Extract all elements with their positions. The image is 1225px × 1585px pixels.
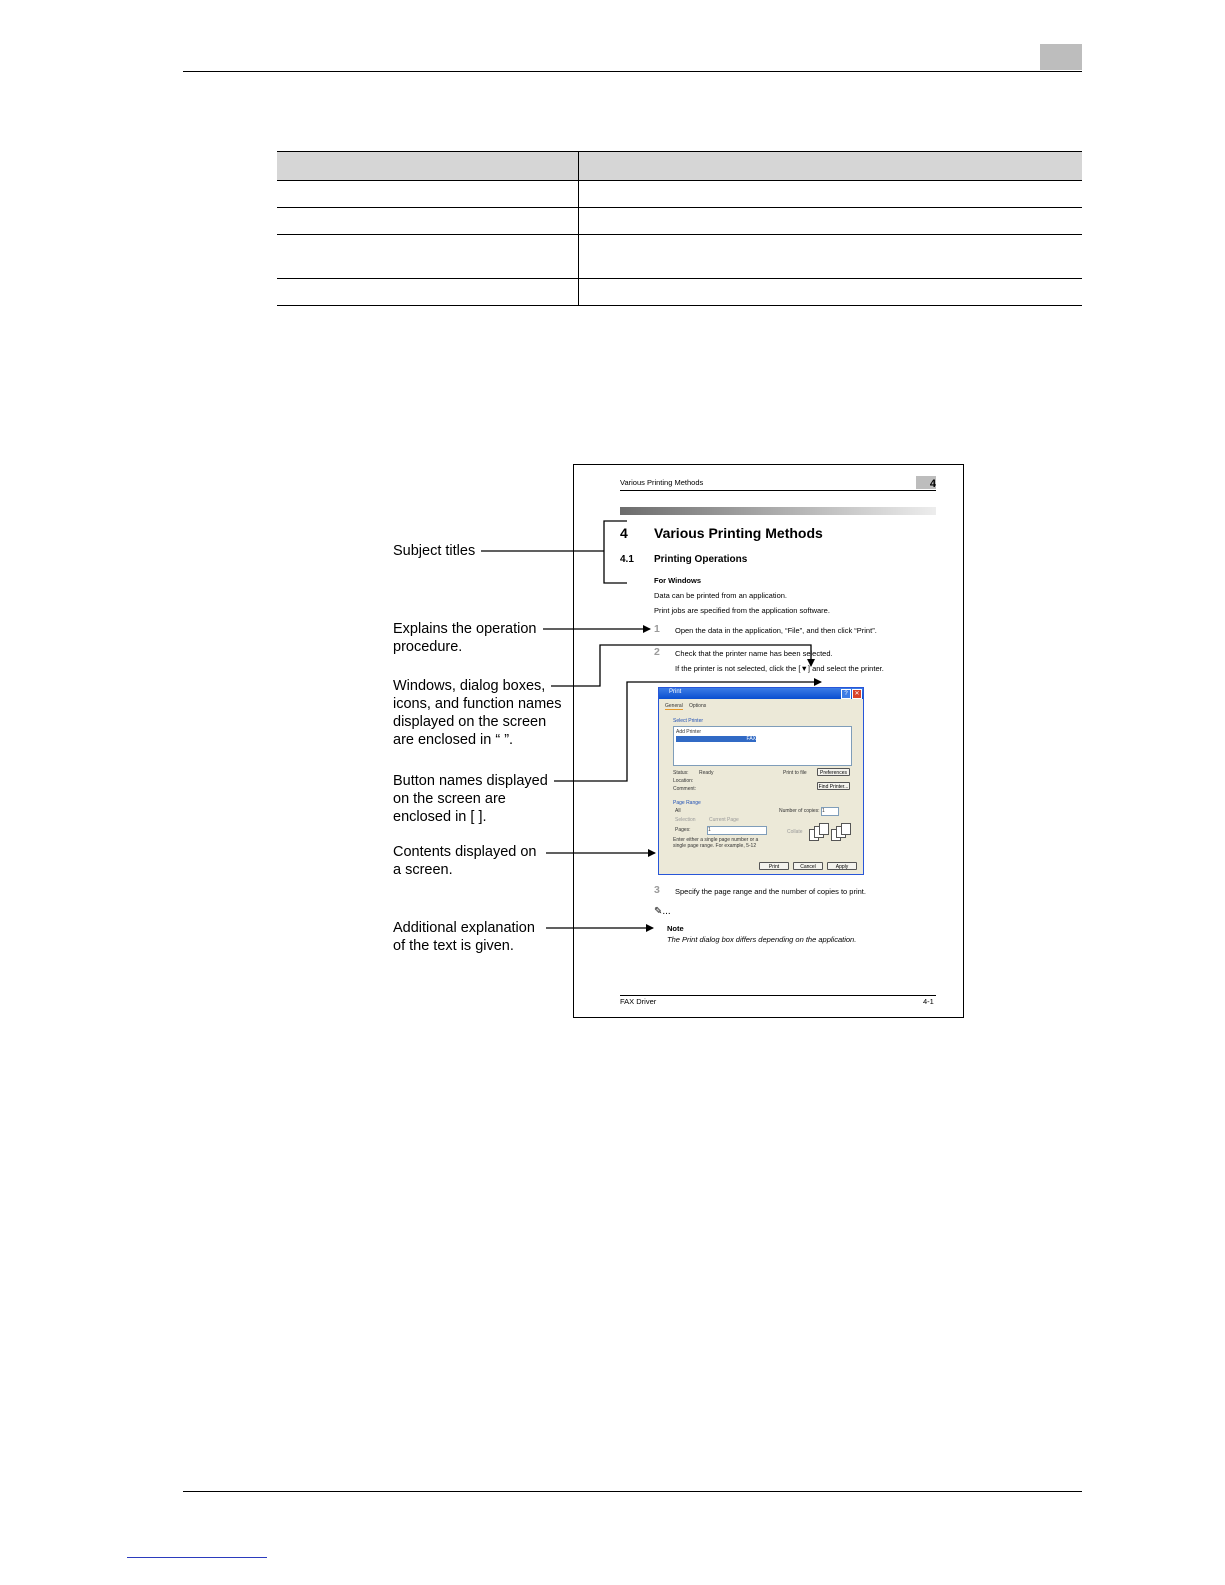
preferences-button: Preferences xyxy=(817,768,850,776)
callout-line: Contents displayed on xyxy=(393,844,537,860)
sample-step-text: If the printer is not selected, click the [▼] and select the printer. xyxy=(675,664,884,673)
location-label: Location: xyxy=(673,778,694,784)
copies-field: 1 xyxy=(821,807,839,816)
sample-gradient-bar xyxy=(620,507,936,515)
dialog-tab-options: Options xyxy=(689,703,707,709)
callout-line: displayed on the screen xyxy=(393,714,547,730)
sample-section-num: 4.1 xyxy=(620,554,634,565)
note-icon: ✎... xyxy=(654,906,671,917)
printer-item-selected: FAX xyxy=(676,736,756,742)
comment-label: Comment: xyxy=(673,786,697,792)
callout-line: a screen. xyxy=(393,862,453,878)
apply-button: Apply xyxy=(827,862,857,870)
collate-label: Collate xyxy=(787,829,803,835)
sample-step-text: Check that the printer name has been selected. xyxy=(675,649,833,658)
sample-section-title: Printing Operations xyxy=(654,554,748,565)
callout-line: Subject titles xyxy=(393,543,476,559)
range-hint: Enter either a single page number or a single page range. For example, 5-12 xyxy=(673,837,759,849)
callout-line: Windows, dialog boxes, xyxy=(393,678,546,694)
dialog-tab-general: General xyxy=(665,703,683,709)
dialog-title: Print xyxy=(669,689,682,695)
print-to-file: Print to file xyxy=(783,770,807,776)
range-all: All xyxy=(675,808,681,814)
sample-step-text: Specify the page range and the number of copies to print. xyxy=(675,887,866,896)
sample-intro-line: Print jobs are specified from the application software. xyxy=(654,606,830,615)
sample-print-dialog xyxy=(658,687,864,875)
sample-footer-left: FAX Driver xyxy=(620,997,657,1006)
sample-step-num: 3 xyxy=(654,884,660,896)
find-printer-button: Find Printer... xyxy=(818,784,849,790)
sample-chapter-num: 4 xyxy=(620,525,628,541)
select-printer-label: Select Printer xyxy=(673,718,704,724)
copies-label: Number of copies: xyxy=(779,808,820,814)
sample-footer-rule xyxy=(620,995,936,996)
page-range-label: Page Range xyxy=(673,800,701,806)
range-selection: Selection xyxy=(675,817,696,823)
callout-line: are enclosed in “ ”. xyxy=(393,732,514,748)
status-value: Ready xyxy=(699,770,714,776)
pages-field: 1 xyxy=(707,826,767,835)
range-current: Current Page xyxy=(709,817,739,823)
dialog-titlebar xyxy=(659,688,863,699)
printer-item: Add Printer xyxy=(676,729,702,735)
status-label: Status: xyxy=(673,770,689,776)
sample-chapter-tab: 4 xyxy=(916,476,936,489)
callout-line: procedure. xyxy=(393,639,463,655)
callout-line: of the text is given. xyxy=(393,938,514,954)
footer-rule xyxy=(183,1491,1082,1492)
sample-page xyxy=(573,464,964,1018)
range-pages: Pages: xyxy=(675,827,691,833)
printer-list xyxy=(673,726,852,766)
print-button: Print xyxy=(759,862,789,870)
sample-step-num: 1 xyxy=(654,623,660,635)
sample-step-num: 2 xyxy=(654,646,660,658)
sample-running-head: Various Printing Methods xyxy=(620,478,704,487)
sample-intro-line: Data can be printed from an application. xyxy=(654,591,787,600)
note-label: Note xyxy=(667,924,684,933)
collate-icon xyxy=(809,823,849,845)
callout-line: Button names displayed xyxy=(393,773,548,789)
callout-line: enclosed in [ ]. xyxy=(393,809,487,825)
link-underline xyxy=(127,1557,267,1558)
close-icon: ✕ xyxy=(852,689,862,699)
sample-sub-heading: For Windows xyxy=(654,576,702,585)
callout-line: icons, and function names xyxy=(393,696,562,712)
callout-line: Explains the operation xyxy=(393,621,537,637)
help-icon: ? xyxy=(841,689,851,699)
cancel-button: Cancel xyxy=(793,862,823,870)
callout-line: Additional explanation xyxy=(393,920,535,936)
sample-header-rule xyxy=(620,490,936,491)
sample-footer-right: 4-1 xyxy=(923,997,934,1006)
sample-chapter-title: Various Printing Methods xyxy=(654,525,823,541)
note-text: The Print dialog box differs depending on the application. xyxy=(667,935,857,944)
callout-line: on the screen are xyxy=(393,791,506,807)
sample-step-text: Open the data in the application, “File”, and then click “Print”. xyxy=(675,626,877,635)
